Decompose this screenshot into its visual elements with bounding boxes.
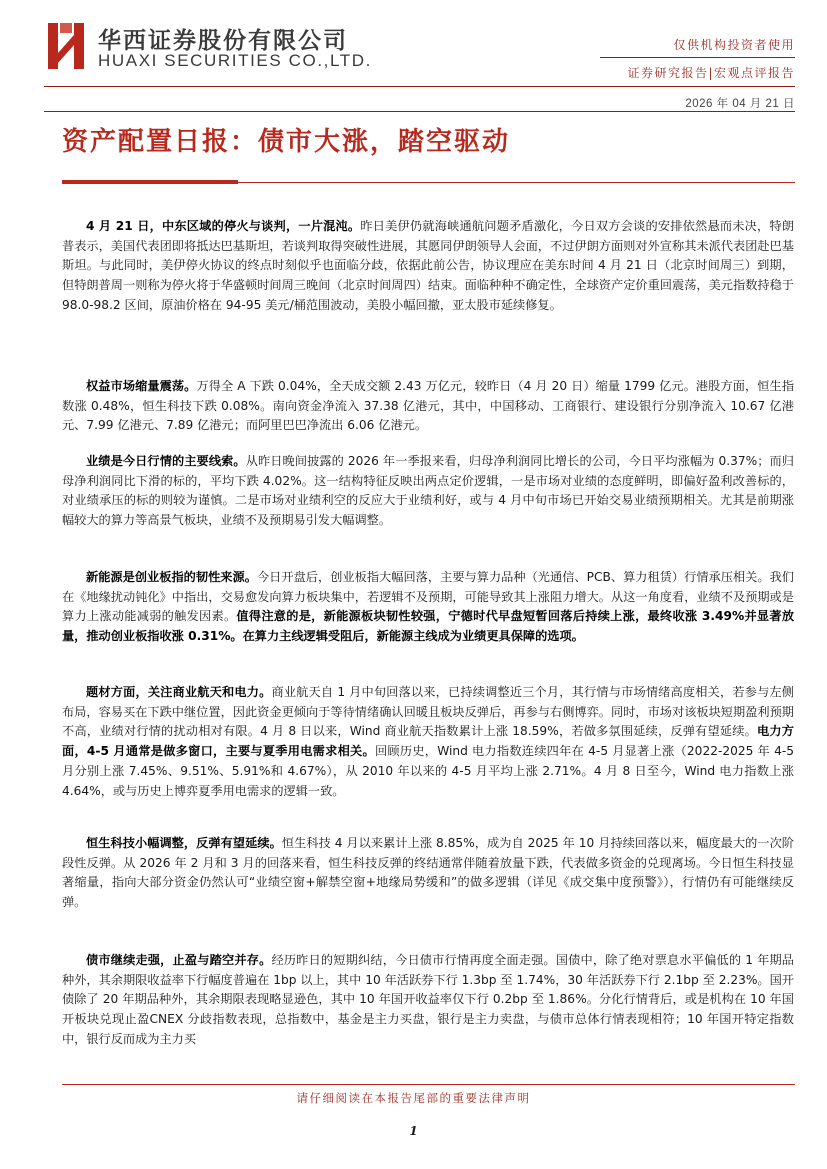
paragraph-lead: 4 月 21 日，中东区域的停火与谈判，一片混沌。	[86, 219, 361, 233]
header-divider-short	[600, 57, 795, 58]
paragraph-themes	[62, 683, 794, 801]
paragraph-lead: 新能源是创业板指的韧性来源。	[86, 570, 257, 584]
paragraph-body: 经历昨日的短期纠结，今日债市行情再度全面走强。国债中，除了绝对票息水平偏低的 1 年期品种外，其余期限收益率下行幅度普遍在 1bp 以上，其中 10 年活跃券下行 1.3bp 至 1.74%，30 年活跃券下行 2.1bp 至 2.23%。国开债除了 20 年期品种外，其余期限表现略显逊色，其中 10 年国开收益率仅下行 0.2bp 至 1.86%。分化行情背后，或是机构在 10 年国开板块兑现止盈CNEX 分歧指数表现，总指数中，基金是主力买盘，银行是主力卖盘，与债市总体行情表现相符；10 年国开特定指数中，银行反而成为主力买	[62, 953, 794, 1046]
paragraph-body: 商业航天自 1 月中旬回落以来，已持续调整近三个月，其行情与市场情绪高度相关，若参与左侧布局，容易买在下跌中继位置，因此资金更倾向于等待情绪确认回暖且板块反弹后，再参与右侧博弈。同时，市场对该板块短期盈利预期不高，业绩对行情的扰动相对有限。4 月 8 日以来，Wind 商业航天指数累计上涨 18.59%，若做多氛围延续，反弹有望延续。	[62, 685, 794, 739]
paragraph-body: 万得全 A 下跌 0.04%，全天成交额 2.43 万亿元，较昨日（4 月 20 日）缩量 1799 亿元。港股方面，恒生指数涨 0.48%，恒生科技下跌 0.08%。南向资金净流入 37.38 亿港元，其中，中国移动、工商银行、建设银行分别净流入 10.67 亿港元、7.99 亿港元、7.89 亿港元；而阿里巴巴净流出 6.06 亿港元。	[62, 379, 795, 433]
page-number: 1	[409, 1124, 418, 1138]
huaxi-logo-icon	[44, 21, 90, 71]
brand-name-en: HUAXI SECURITIES CO.,LTD.	[98, 51, 372, 70]
report-category: 证券研究报告|宏观点评报告	[627, 66, 795, 80]
paragraph-bold-tail: 值得注意的是，新能源板块韧性较强，宁德时代早盘短暂回落后持续上涨，最终收涨 3.49%并显著放量，推动创业板指收涨 0.31%。在算力主线逻辑受阻后，新能源主线成为业绩更具保障的选项。	[62, 609, 795, 644]
paragraph-lead: 债市继续走强，止盈与踏空并存。	[86, 953, 272, 967]
paragraph-new-energy	[62, 568, 794, 647]
footer-divider	[62, 1084, 795, 1085]
paragraph-lead: 权益市场缩量震荡。	[86, 379, 197, 393]
paragraph-hstech	[62, 834, 794, 913]
paragraph-earnings	[62, 452, 794, 531]
paragraph-bonds	[62, 951, 794, 1050]
legal-disclaimer-note: 请仔细阅读在本报告尾部的重要法律声明	[296, 1091, 531, 1105]
audience-notice: 仅供机构投资者使用	[673, 38, 795, 52]
paragraph-body: 昨日美伊仍就海峡通航问题矛盾激化，今日双方会谈的安排依然悬而未决，特朗普表示，美国代表团即将抵达巴基斯坦，若谈判取得突破性进展，其愿同伊朗领导人会面，不过伊朗方面则对外宣称其未派代表团赴巴基斯坦。与此同时，美伊停火协议的终点时刻似乎也面临分歧，依据此前公告，协议理应在美东时间 4 月 21 日（北京时间周三）到期，但特朗普周一则称为停火将于华盛顿时间周三晚间（北京时间周四）结束。面临种种不确定性，全球资产定价重回震荡，美元指数持稳于 98.0-98.2 区间，原油价格在 94-95 美元/桶范围波动，美股小幅回撤，亚太股市延续修复。	[62, 219, 795, 312]
paragraph-lead: 业绩是今日行情的主要线索。	[86, 454, 246, 468]
report-date: 2026 年 04 月 21 日	[685, 98, 795, 110]
paragraph-body: 今日开盘后，创业板指大幅回落，主要与算力品种（光通信、PCB、算力租赁）行情承压相关。我们在《地缘扰动钝化》中指出，交易愈发向算力板块集中，若逻辑不及预期，可能导致其上涨阻力增大。从这一角度看，业绩不及预期或是算力上涨动能减弱的触发因素。	[62, 570, 794, 624]
paragraph-body: 从昨日晚间披露的 2026 年一季报来看，归母净利润同比增长的公司，今日平均涨幅为 0.37%；而归母净利润同比下滑的标的，平均下跌 4.02%。这一结构特征反映出两点定价逻辑，一是市场对业绩的态度鲜明，即偏好盈利改善标的，对业绩承压的标的则较为谨慎。二是市场对业绩利空的反应大于业绩利好，或与 4 月中旬市场已开始交易业绩预期相关。尤其是前期涨幅较大的算力等高景气板块，业绩不及预期易引发大幅调整。	[62, 454, 794, 528]
brand-name-cn: 华西证券股份有限公司	[98, 28, 348, 54]
paragraph-lead: 题材方面，关注商业航天和电力。	[86, 685, 272, 699]
page-title: 资产配置日报：债市大涨，踏空驱动	[62, 127, 511, 157]
paragraph-lead: 恒生科技小幅调整，反弹有望延续。	[86, 836, 282, 850]
paragraph-equity	[62, 377, 794, 436]
header-divider	[44, 86, 795, 87]
paragraph-body: 恒生科技 4 月以来累计上涨 8.85%，成为自 2025 年 10 月持续回落以来，幅度最大的一次阶段性反弹。从 2026 年 2 月和 3 月的回落来看，恒生科技反弹的终结通常伴随着放量下跌，代表做多资金的兑现离场。今日恒生科技显著缩量，指向大部分资金仍然认可“业绩空窗+解禁空窗+地缘局势缓和”的做多逻辑（详见《成交集中度预警》），行情仍有可能继续反弹。	[62, 836, 794, 910]
paragraph-bold-mid: 电力方面，4-5 月通常是做多窗口，主要与夏季用电需求相关。	[62, 724, 794, 759]
paragraph-tail: 回顾历史，Wind 电力指数连续四年在 4-5 月显著上涨（2022-2025 年 4-5 月分别上涨 7.45%、9.51%、5.91%和 4.67%），从 2010 年以来的 4-5 月平均上涨 2.71%。4 月 8 日至今，Wind 电力指数上涨 4.64%，或与历史上博弈夏季用电需求的逻辑一致。	[62, 744, 794, 798]
title-underline-thin	[238, 182, 795, 183]
header-divider-bottom	[44, 111, 795, 112]
title-underline-thick	[62, 180, 238, 184]
paragraph-geopolitics	[62, 217, 794, 316]
